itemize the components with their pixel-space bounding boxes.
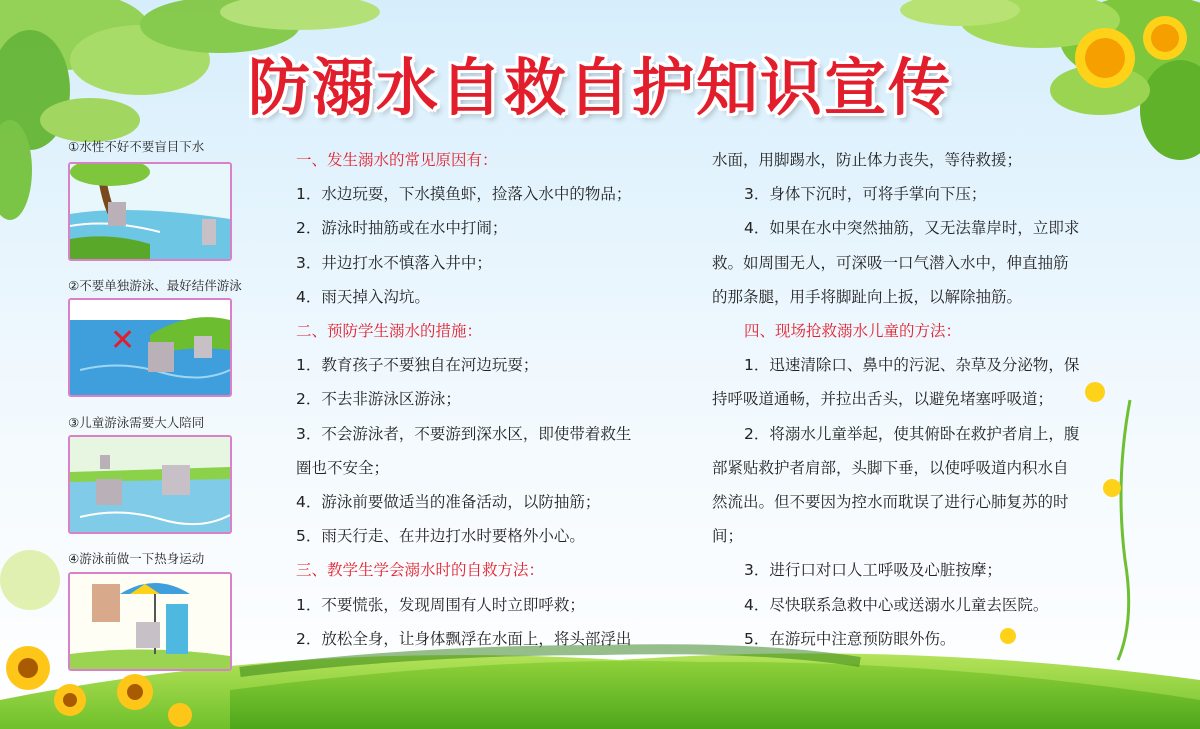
text-line: 2．游泳时抽筋或在水中打闹； — [296, 219, 508, 238]
tip-caption-2: ②不要单独游泳、最好结伴游泳 — [68, 278, 242, 293]
section-heading: 四、现场抢救溺水儿童的方法： — [744, 322, 962, 340]
text-line: 4．游泳前要做适当的准备活动，以防抽筋； — [296, 493, 601, 511]
tip-caption-3: ③儿童游泳需要大人陪同 — [68, 415, 205, 430]
text-line: 1．不要慌张，发现周围有人时立即呼救； — [296, 595, 585, 614]
text-line: 圈也不安全； — [296, 458, 390, 477]
text-line: 4．尽快联系急救中心或送溺水儿童去医院。 — [744, 595, 1049, 614]
text-line: 持呼吸道通畅，并拉出舌头，以避免堵塞呼吸道； — [712, 390, 1054, 409]
section-heading: 二、预防学生溺水的措施： — [296, 322, 483, 340]
tip-caption-1: ①水性不好不要盲目下水 — [68, 139, 205, 154]
text-line: 部紧贴救护者肩部，头脚下垂，以使呼吸道内积水自 — [712, 458, 1069, 477]
text-line: 1．教育孩子不要独自在河边玩耍； — [296, 356, 539, 375]
tip-image-4 — [68, 572, 232, 671]
text-line: 救。如周围无人，可深吸一口气潜入水中，伸直抽筋 — [712, 253, 1069, 272]
tip-caption-4: ④游泳前做一下热身运动 — [68, 551, 205, 566]
text-line: 1．水边玩耍，下水摸鱼虾，捡落入水中的物品； — [296, 185, 632, 204]
poster-title: 防溺水自救自护知识宣传 — [247, 51, 952, 124]
tip-image-3 — [68, 435, 232, 534]
text-line: 3．身体下沉时，可将手掌向下压； — [744, 185, 987, 204]
section-heading: 三、教学生学会溺水时的自救方法： — [296, 561, 545, 580]
tip-image-2 — [68, 298, 232, 397]
text-line: 间； — [712, 527, 744, 546]
text-line: 1．迅速清除口、鼻中的污泥、杂草及分泌物，保 — [744, 356, 1080, 375]
text-line: 4．如果在水中突然抽筋，又无法靠岸时，立即求 — [744, 219, 1080, 238]
text-line: 然流出。但不要因为控水而耽误了进行心肺复苏的时 — [712, 493, 1069, 511]
svg-text:✕: ✕ — [110, 323, 136, 358]
text-line: 2．将溺水儿童举起，使其俯卧在救护者肩上，腹 — [744, 424, 1080, 443]
text-line: 水面，用脚踢水，防止体力丧失，等待救援； — [712, 151, 1023, 169]
tip-image-1 — [68, 162, 232, 261]
text-line: 的那条腿，用手将脚趾向上扳，以解除抽筋。 — [712, 287, 1023, 306]
text-line: 5．雨天行走、在井边打水时要格外小心。 — [296, 527, 585, 546]
text-line: 2．放松全身，让身体飘浮在水面上，将头部浮出 — [296, 629, 632, 648]
text-line: 5．在游玩中注意预防眼外伤。 — [744, 629, 956, 648]
text-line: 3．井边打水不慎落入井中； — [296, 253, 492, 272]
text-line: 4．雨天掉入沟坑。 — [296, 287, 430, 306]
section-heading: 一、发生溺水的常见原因有： — [296, 151, 498, 169]
text-line: 3．不会游泳者，不要游到深水区，即使带着救生 — [296, 424, 632, 443]
text-line: 3．进行口对口人工呼吸及心脏按摩； — [744, 561, 1002, 580]
text-line: 2．不去非游泳区游泳； — [296, 390, 461, 409]
